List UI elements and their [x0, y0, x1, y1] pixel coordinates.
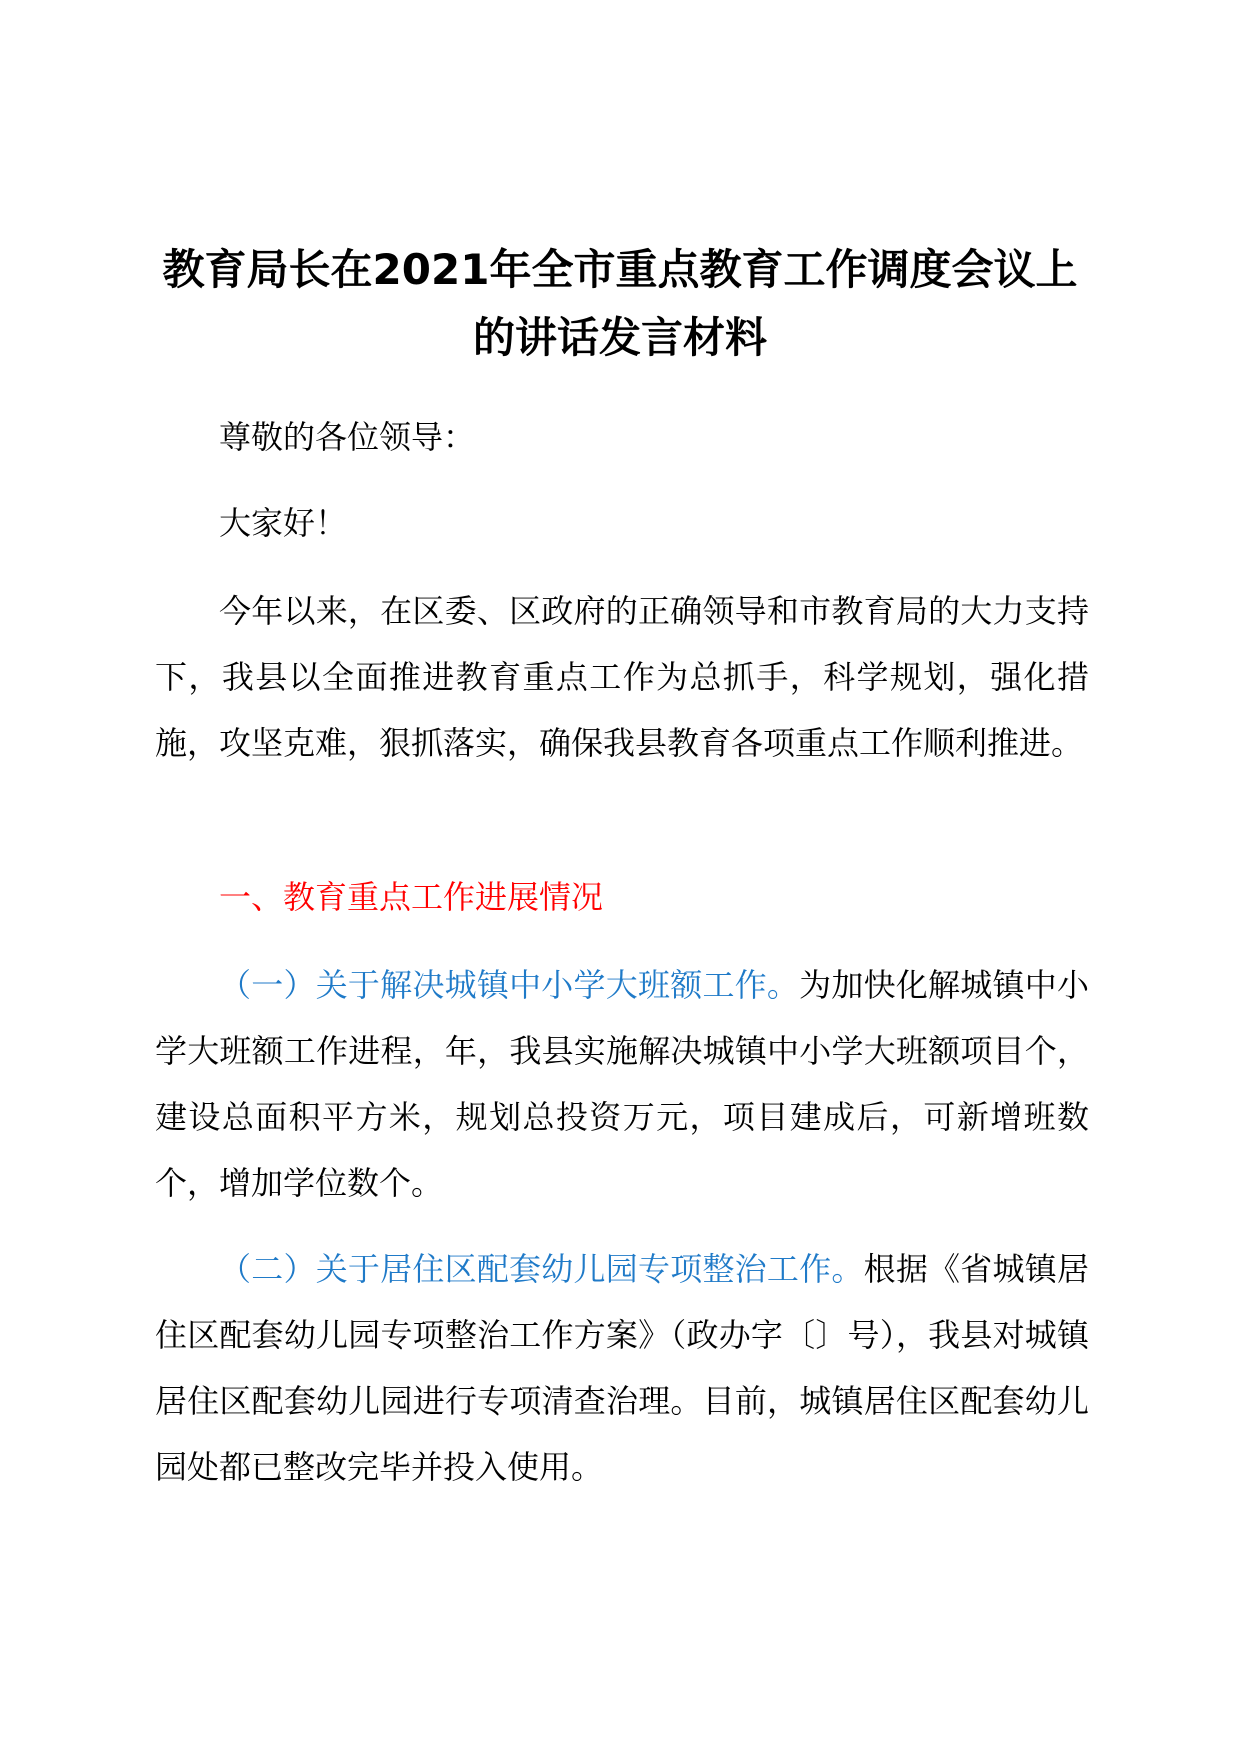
item-2-heading: （二）关于居住区配套幼儿园专项整治工作。 [219, 1250, 864, 1288]
document-title: 教育局长在2021年全市重点教育工作调度会议上的讲话发言材料 [162, 245, 1078, 362]
section-heading: 一、教育重点工作进展情况 [219, 878, 604, 916]
item-2-paragraph [155, 1236, 1089, 1500]
intro-paragraph: 今年以来，在区委、区政府的正确领导和市教育局的大力支持下，我县以全面推进教育重点工作为总抓手，科学规划，强化措施，攻坚克难，狠抓落实，确保我县教育各项重点工作顺利推进。 [155, 592, 1089, 762]
item-1-paragraph [155, 952, 1089, 1216]
greeting: 大家好！ [219, 504, 348, 542]
item-1-heading: （一）关于解决城镇中小学大班额工作。 [219, 966, 800, 1004]
salutation: 尊敬的各位领导： [219, 418, 476, 456]
item-2-body: 根据《省城镇居住区配套幼儿园专项整治工作方案》（政办字〔〕号），我县对城镇居住区配套幼儿园进行专项清查治理。目前，城镇居住区配套幼儿园处都已整改完毕并投入使用。 [155, 1250, 1089, 1486]
item-1-body: 为加快化解城镇中小学大班额工作进程，年，我县实施解决城镇中小学大班额项目个，建设总面积平方米，规划总投资万元，项目建成后，可新增班数个，增加学位数个。 [155, 966, 1089, 1202]
